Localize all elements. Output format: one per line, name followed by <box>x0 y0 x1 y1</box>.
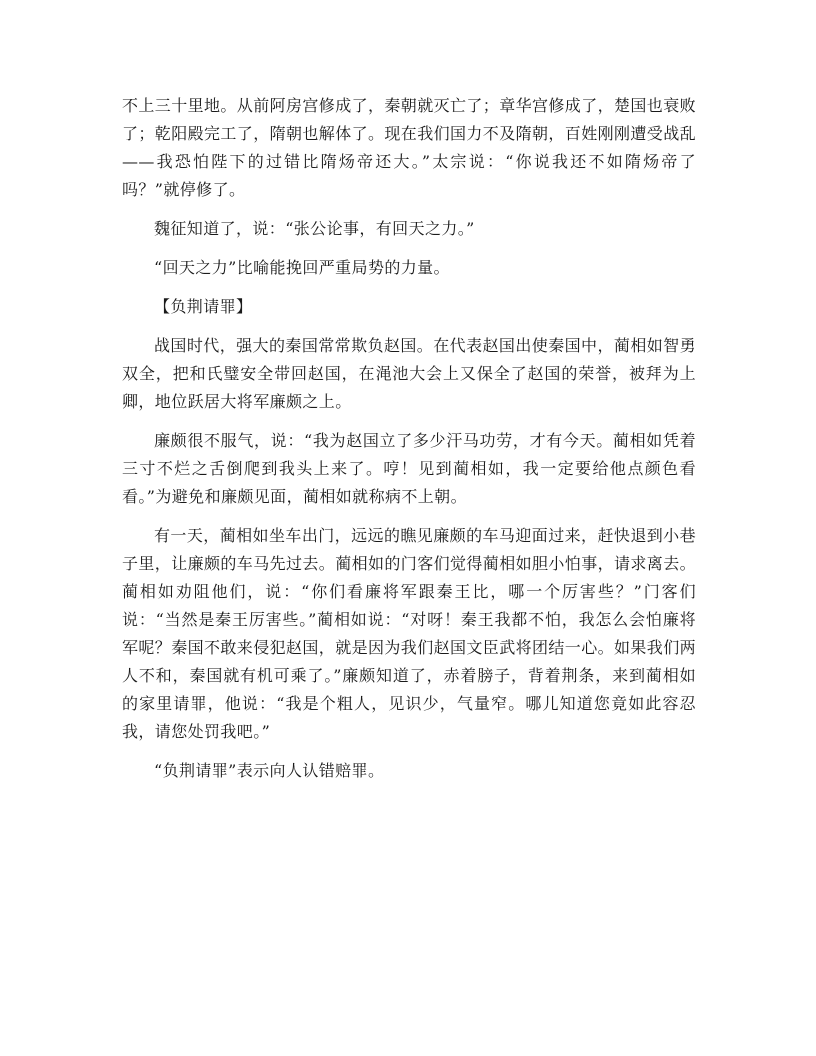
paragraph-fujing-meaning: “负荆请罪”表示向人认错赔罪。 <box>154 761 385 780</box>
paragraph-zhanguo: 战国时代，强大的秦国常常欺负赵国。在代表赵国出使秦国中，蔺相如智勇双全，把和氏璧安全带回赵国，在渑池大会上又保全了赵国的荣誉，被拜为上卿，地位跃居大将军廉颇之上。 <box>122 336 696 411</box>
paragraph-lianpo: 廉颇很不服气，说：“我为赵国立了多少汗马功劳，才有今天。蔺相如凭着三寸不烂之舌倒爬到我头上来了。哼！见到蔺相如，我一定要给他点颜色看看。”为避免和廉颇见面，蔺相如就称病不上朝。 <box>122 431 696 506</box>
paragraph-continuation: 不上三十里地。从前阿房宫修成了，秦朝就灭亡了；章华宫修成了，楚国也衰败了；乾阳殿完工了，隋朝也解体了。现在我们国力不及隋朝，百姓刚刚遭受战乱——我恐怕陛下的过错比隋炀帝还大。”太宗说：“你说我还不如隋炀帝了吗？”就停修了。 <box>122 96 697 199</box>
paragraph-youyitian: 有一天，蔺相如坐车出门，远远的瞧见廉颇的车马迎面过来，赶快退到小巷子里，让廉颇的车马先过去。蔺相如的门客们觉得蔺相如胆小怕事，请求离去。蔺相如劝阻他们，说：“你们看廉将军跟秦王比，哪一个厉害些？”门客们说：“当然是秦王厉害些。”蔺相如说：“对呀！秦王我都不怕，我怎么会怕廉将军呢？秦国不敢来侵犯赵国，就是因为我们赵国文臣武将团结一心。如果我们两人不和，秦国就有机可乘了。”廉颇知道了，赤着膀子，背着荆条，来到蔺相如的家里请罪，他说：“我是个粗人，见识少，气量窄。哪儿知道您竟如此容忍我，请您处罚我吧。” <box>122 526 697 741</box>
paragraph-huitian-meaning: “回天之力”比喻能挽回严重局势的力量。 <box>154 258 450 277</box>
paragraph-weizheng: 魏征知道了，说：“张公论事，有回天之力。” <box>154 219 475 238</box>
section-heading-fujing: 【负荆请罪】 <box>154 297 253 316</box>
